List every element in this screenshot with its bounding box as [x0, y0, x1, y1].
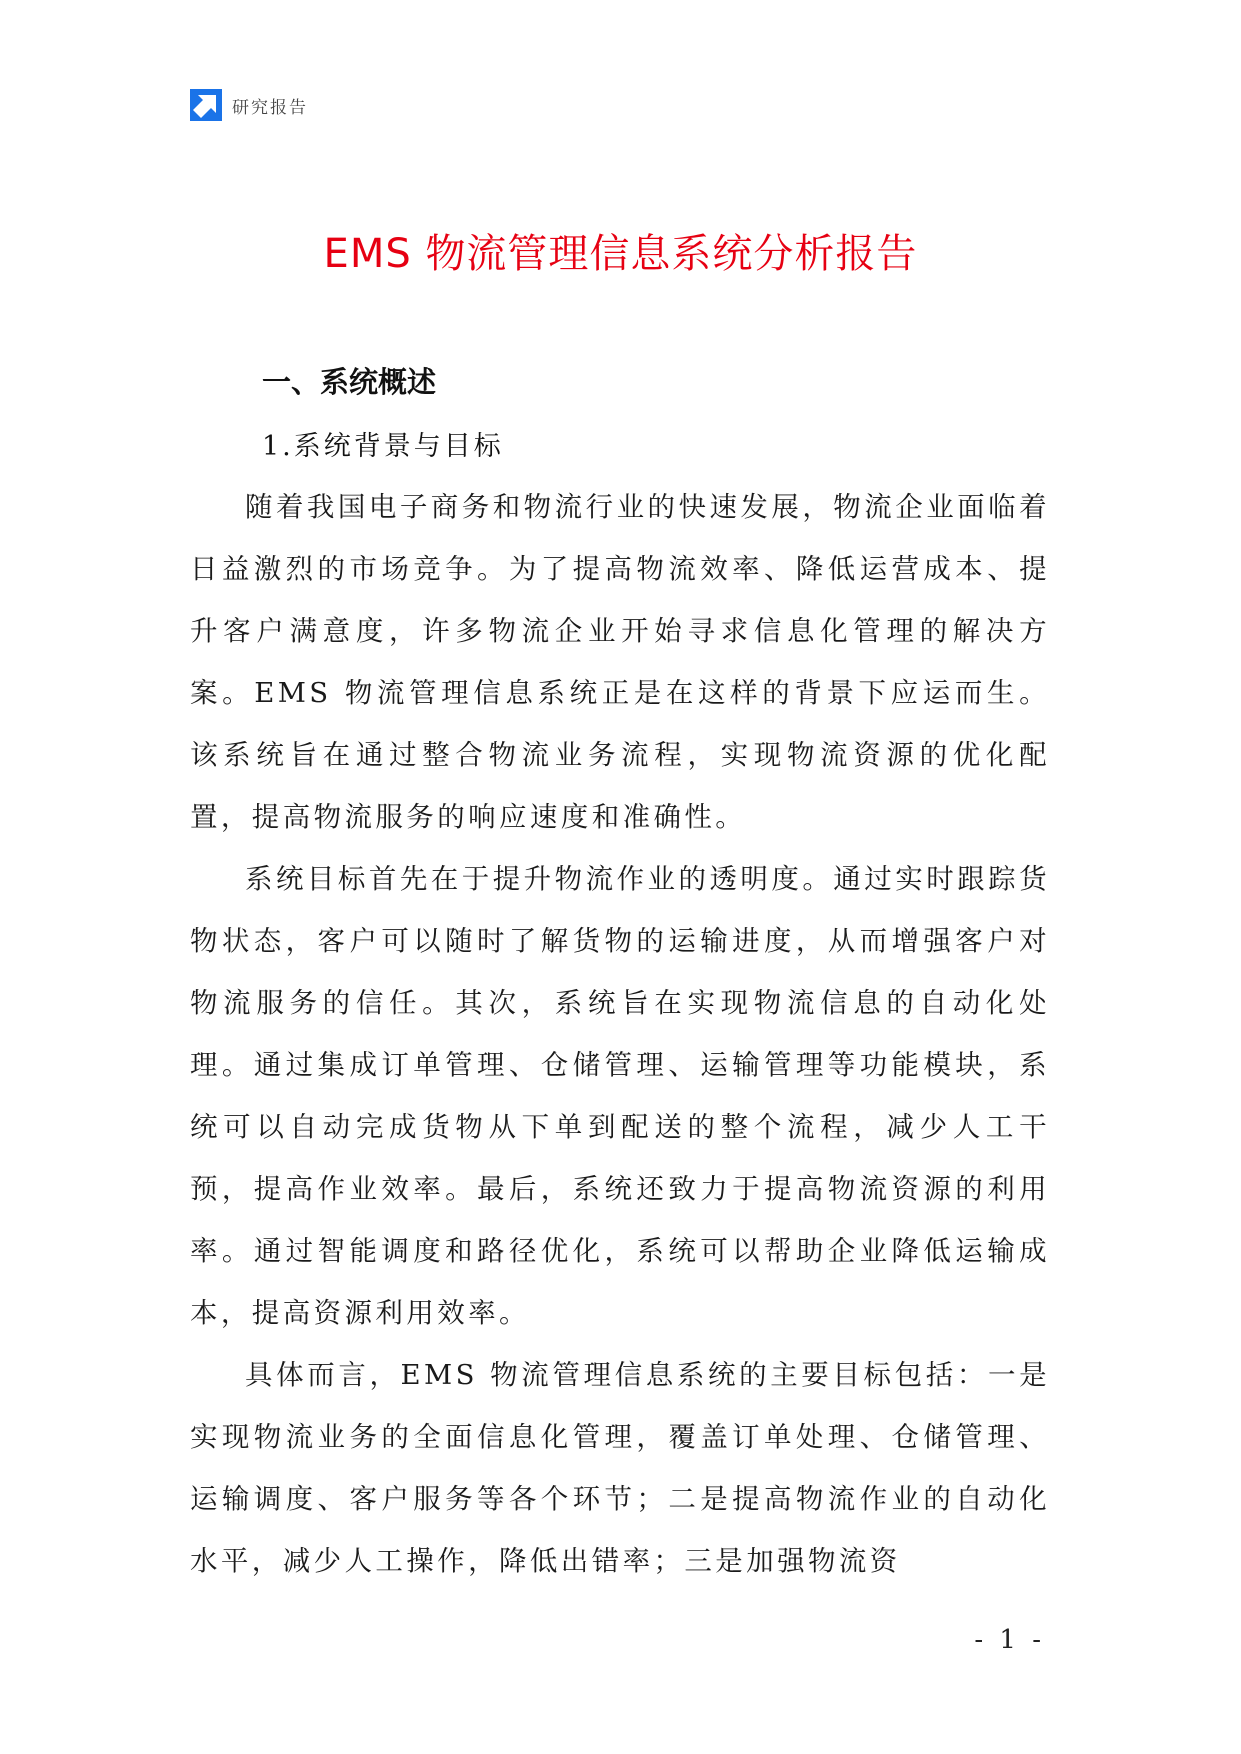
- paragraph: 系统目标首先在于提升物流作业的透明度。通过实时跟踪货物状态，客户可以随时了解货物的运输进度，从而增强客户对物流服务的信任。其次，系统旨在实现物流信息的自动化处理。通过集成订单管理、仓储管理、运输管理等功能模块，系统可以自动完成货物从下单到配送的整个流程，减少人工干预，提高作业效率。最后，系统还致力于提高物流资源的利用率。通过智能调度和路径优化，系统可以帮助企业降低运输成本，提高资源利用效率。: [190, 863, 1050, 1329]
- document-header: [190, 88, 308, 122]
- document-title: EMS 物流管理信息系统分析报告: [323, 231, 918, 277]
- body-text: [190, 476, 1050, 1592]
- section-subheading: 1.系统背景与目标: [262, 431, 504, 462]
- header-label: 研究报告: [232, 97, 308, 118]
- arrow-up-right-icon: [190, 89, 222, 121]
- paragraph: 随着我国电子商务和物流行业的快速发展，物流企业面临着日益激烈的市场竞争。为了提高物流效率、降低运营成本、提升客户满意度，许多物流企业开始寻求信息化管理的解决方案。EMS 物流管理信息系统正是在这样的背景下应运而生。该系统旨在通过整合物流业务流程，实现物流资源的优化配置，提高物流服务的响应速度和准确性。: [190, 491, 1050, 833]
- paragraph: 具体而言，EMS 物流管理信息系统的主要目标包括：一是实现物流业务的全面信息化管理，覆盖订单处理、仓储管理、运输调度、客户服务等各个环节；二是提高物流作业的自动化水平，减少人工操作，降低出错率；三是加强物流资: [190, 1359, 1050, 1577]
- page-number: - 1 -: [974, 1625, 1045, 1655]
- section-heading: 一、系统概述: [262, 365, 437, 399]
